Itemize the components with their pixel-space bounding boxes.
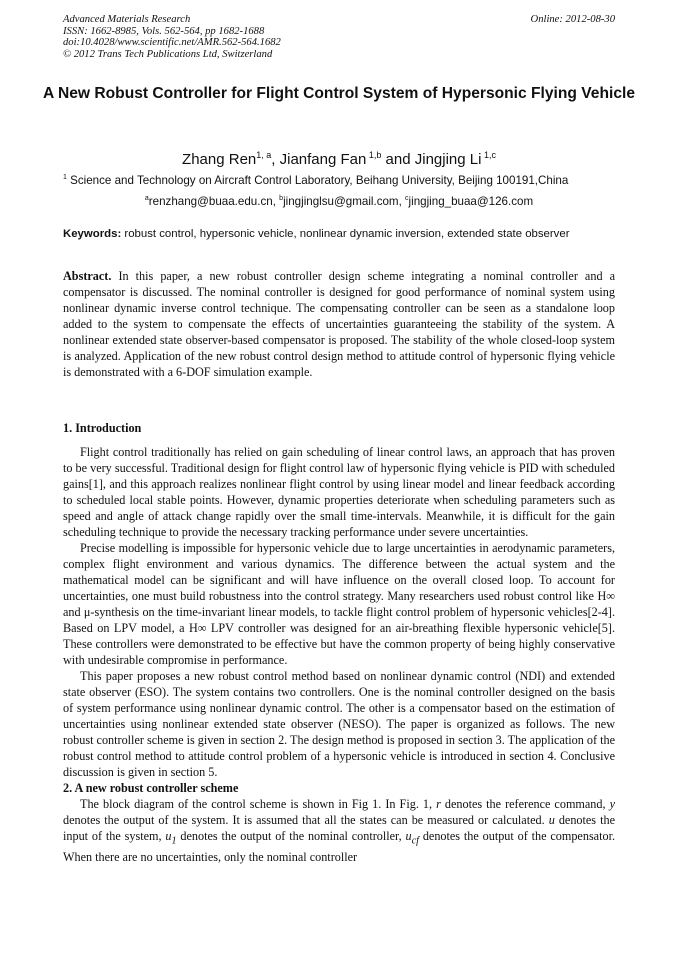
text-run: The block diagram of the control scheme is shown in Fig 1. In Fig. 1, xyxy=(80,797,437,811)
math-symbol: y xyxy=(609,797,616,811)
author-separator: , xyxy=(271,151,280,168)
journal-header xyxy=(63,14,615,60)
math-subscript: cf xyxy=(411,835,419,847)
online-date: Online: 2012-08-30 xyxy=(530,14,615,25)
math-symbol: u xyxy=(165,829,172,843)
paragraph: Flight control traditionally has relied on gain scheduling of linear control laws, an approach that has proven to be very successful. Traditional design for flight control law of hypersonic flying vehicle is PID with scheduled gains[1], and this approach realizes nonlinear flight control by using linear model and linear feedback according to scheduled local stable points. However, dynamic properties deteriorate when scheduling parameters such as speed and angle of attack change rapidly over the small time-intervals. Meanwhile, it is difficult for the gain scheduling technique to provide the necessary tracking performance under severe uncertainties. xyxy=(63,445,615,539)
affiliation-text: Science and Technology on Aircraft Control Laboratory, Beihang University, Beijing 100191,China xyxy=(66,173,569,187)
keywords xyxy=(63,227,615,241)
keywords-label: Keywords: xyxy=(63,228,122,240)
text-run: denotes the output of the nominal controller, xyxy=(176,829,406,843)
affiliation-mark: 1 xyxy=(63,174,67,181)
journal-name: Advanced Materials Research xyxy=(63,14,191,25)
keywords-text: robust control, hypersonic vehicle, nonlinear dynamic inversion, extended state observer xyxy=(121,228,570,240)
math-symbol: r xyxy=(436,797,441,811)
paper-title: A New Robust Controller for Flight Control System of Hypersonic Flying Vehicle xyxy=(42,85,636,102)
author-separator: and xyxy=(381,151,415,168)
math-subscript: 1 xyxy=(171,835,177,847)
abstract xyxy=(63,268,615,380)
author-affiliation-mark: 1,c xyxy=(481,150,496,160)
email: jingjing_buaa@126.com xyxy=(408,194,534,208)
paragraph xyxy=(63,796,615,865)
math-symbol: u xyxy=(405,829,412,843)
author-list xyxy=(40,145,638,170)
author-affiliation-mark: 1, a xyxy=(256,150,272,160)
text-run: denotes the reference command, xyxy=(440,797,610,811)
email-mark: a xyxy=(144,195,149,202)
paragraph: This paper proposes a new robust control method based on nonlinear dynamic control (NDI) and extended state observer (ESO). The system contains two controllers. One is the nominal controller designed on the basis of system performance using nonlinear dynamic control. The other is a compensator based on the estimation of uncertainties using nonlinear extended state observer (NESO). The paper is organized as follows. The new robust controller scheme is given in section 2. The design method is proposed in section 3. The application of the robust control method to attitude control problem of a hypersonic vehicle is introduced in section 4. Conclusive discussion is given in section 5. xyxy=(63,669,615,779)
text-run: denotes the input of the system, xyxy=(63,813,615,843)
email: renzhang@buaa.edu.cn, xyxy=(148,194,280,208)
affiliation xyxy=(63,171,638,188)
section-introduction xyxy=(63,420,615,865)
section-heading: 1. Introduction xyxy=(63,421,142,435)
copyright-line: © 2012 Trans Tech Publications Ltd, Switzerland xyxy=(63,48,273,60)
email: jingjinglsu@gmail.com, xyxy=(283,194,406,208)
author-name: Zhang Ren xyxy=(182,151,257,168)
email-mark: c xyxy=(405,195,409,202)
author-name: Jianfang Fan xyxy=(279,151,367,168)
math-symbol: u xyxy=(548,813,555,827)
author-name: Jingjing Li xyxy=(414,151,482,168)
author-affiliation-mark: 1,b xyxy=(366,150,382,160)
email-mark: b xyxy=(279,195,284,202)
abstract-label: Abstract. xyxy=(63,269,112,283)
doi-line: doi:10.4028/www.scientific.net/AMR.562-564.1682 xyxy=(63,37,281,49)
author-emails xyxy=(40,192,638,209)
text-run: denotes the output of the system. It is assumed that all the states can be measured or calculated. xyxy=(63,813,549,827)
paragraph: Precise modelling is impossible for hypersonic vehicle due to large uncertainties in aerodynamic parameters, complex flight environment and various dynamics. The difference between the actual system and the mathematical model can be significant and will have influence on the overall closed loop. To account for uncertainties, one must build robustness into the control strategy. Many researchers used robust control like H∞ and μ-synthesis on the time-invariant linear models, to tackle flight control problem of hypersonic vehicles[2-4]. Based on LPV model, a H∞ LPV controller was designed for an air-breathing flexible hypersonic vehicle[5]. These controllers were demonstrated to be effective but have the common property of being highly conservative with undesirable compromise in performance. xyxy=(63,541,615,667)
issn-line: ISSN: 1662-8985, Vols. 562-564, pp 1682-1688 xyxy=(63,25,265,37)
section-heading: 2. A new robust controller scheme xyxy=(63,781,239,795)
abstract-text: In this paper, a new robust controller design scheme integrating a nominal controller and a compensator is discussed. The nominal controller is designed for good performance of nominal system using nonlinear dynamic inverse control technique. The compensating controller can be seen as a standalone loop added to the system to compensate the effects of uncertainties guaranteeing the stability of the system. A nonlinear extended state observer-based compensator is proposed. The stability of the whole closed-loop system is analyzed. Application of the new robust control design method to attitude control of hypersonic flying vehicle is demonstrated with a 6-DOF simulation example. xyxy=(63,269,615,379)
text-run: denotes the output of the compensator. When there are no uncertainties, only the nominal controller xyxy=(63,829,616,865)
